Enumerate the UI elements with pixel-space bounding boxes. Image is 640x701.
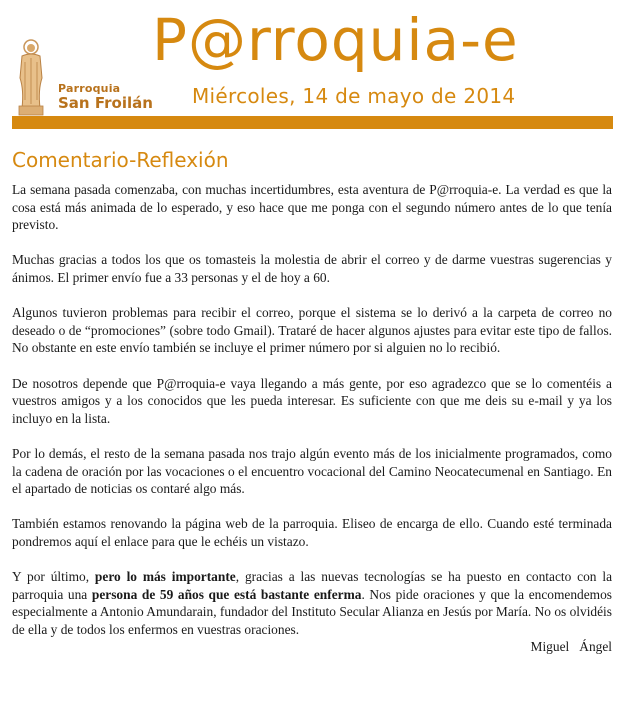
header-divider (12, 116, 613, 129)
newsletter-title: P@rroquia-e (152, 6, 519, 74)
saint-statue-icon (14, 38, 48, 116)
text: Y por último, (12, 569, 95, 585)
section-title: Comentario-Reflexión (12, 148, 229, 172)
parish-label-big: San Froilán (58, 94, 153, 112)
paragraph: La semana pasada comenzaba, con muchas incertidumbres, esta aventura de P@rroquia-e. La verdad es que la cosa está más animada de lo esperado, y eso hace que me ponga con el segundo número antes de lo que tenía previsto. (12, 182, 612, 233)
paragraph: También estamos renovando la página web de la parroquia. Eliseo de encarga de ello. Cuando esté terminada pondremos aquí el enlace para que le echéis un vistazo. (12, 516, 612, 549)
emphasis: persona de 59 años que está bastante enferma (91, 586, 362, 602)
text: , gracias a las nuevas tecnologías se ha puesto en contacto con la parroquia una (12, 569, 613, 602)
paragraph: Muchas gracias a todos los que os tomasteis la molestia de abrir el correo y de darme vuestras sugerencias y ánimos. El primer envío fue a 33 personas y el de hoy a 60. (12, 252, 612, 285)
paragraph-final (12, 568, 612, 638)
paragraph: Algunos tuvieron problemas para recibir el correo, porque el sistema se lo derivó a la carpeta de correo no deseado o de “promociones” (sobre todo Gmail). Trataré de hacer algunos ajustes para evitar este tipo de fallos. No obstante en este envío también se incluye el primer número por si alguien no lo recibió. (12, 305, 612, 356)
newsletter-header (0, 0, 640, 135)
signature (12, 638, 612, 656)
article-body (12, 181, 612, 674)
emphasis: pero lo más importante (94, 569, 236, 585)
paragraph: De nosotros depende que P@rroquia-e vaya llegando a más gente, por eso agradezco que se lo comentéis a vuestros amigos y a los conocidos que les pueda interesar. Es suficiente con que me deis su e-mail y ya los incluyo en la lista. (12, 375, 612, 426)
text: . Nos pide oraciones y que la encomendemos especialmente a Antonio Amundarain, fundador del Instituto Secular Alianza en Jesús por María. No os olvidéis de ella y de todos los enfermos en vuestras oraciones. (12, 586, 612, 637)
signature-text: Miguel Ángel (530, 639, 612, 655)
issue-date: Miércoles, 14 de mayo de 2014 (192, 84, 516, 108)
parish-label-small: Parroquia (58, 82, 121, 95)
paragraph: Por lo demás, el resto de la semana pasada nos trajo algún evento más de los inicialmente programados, como la cadena de oración por las vocaciones o el encuentro vocacional del Camino Neocatecumenal en Santiago. En el apartado de noticias os contaré algo más. (12, 445, 612, 497)
